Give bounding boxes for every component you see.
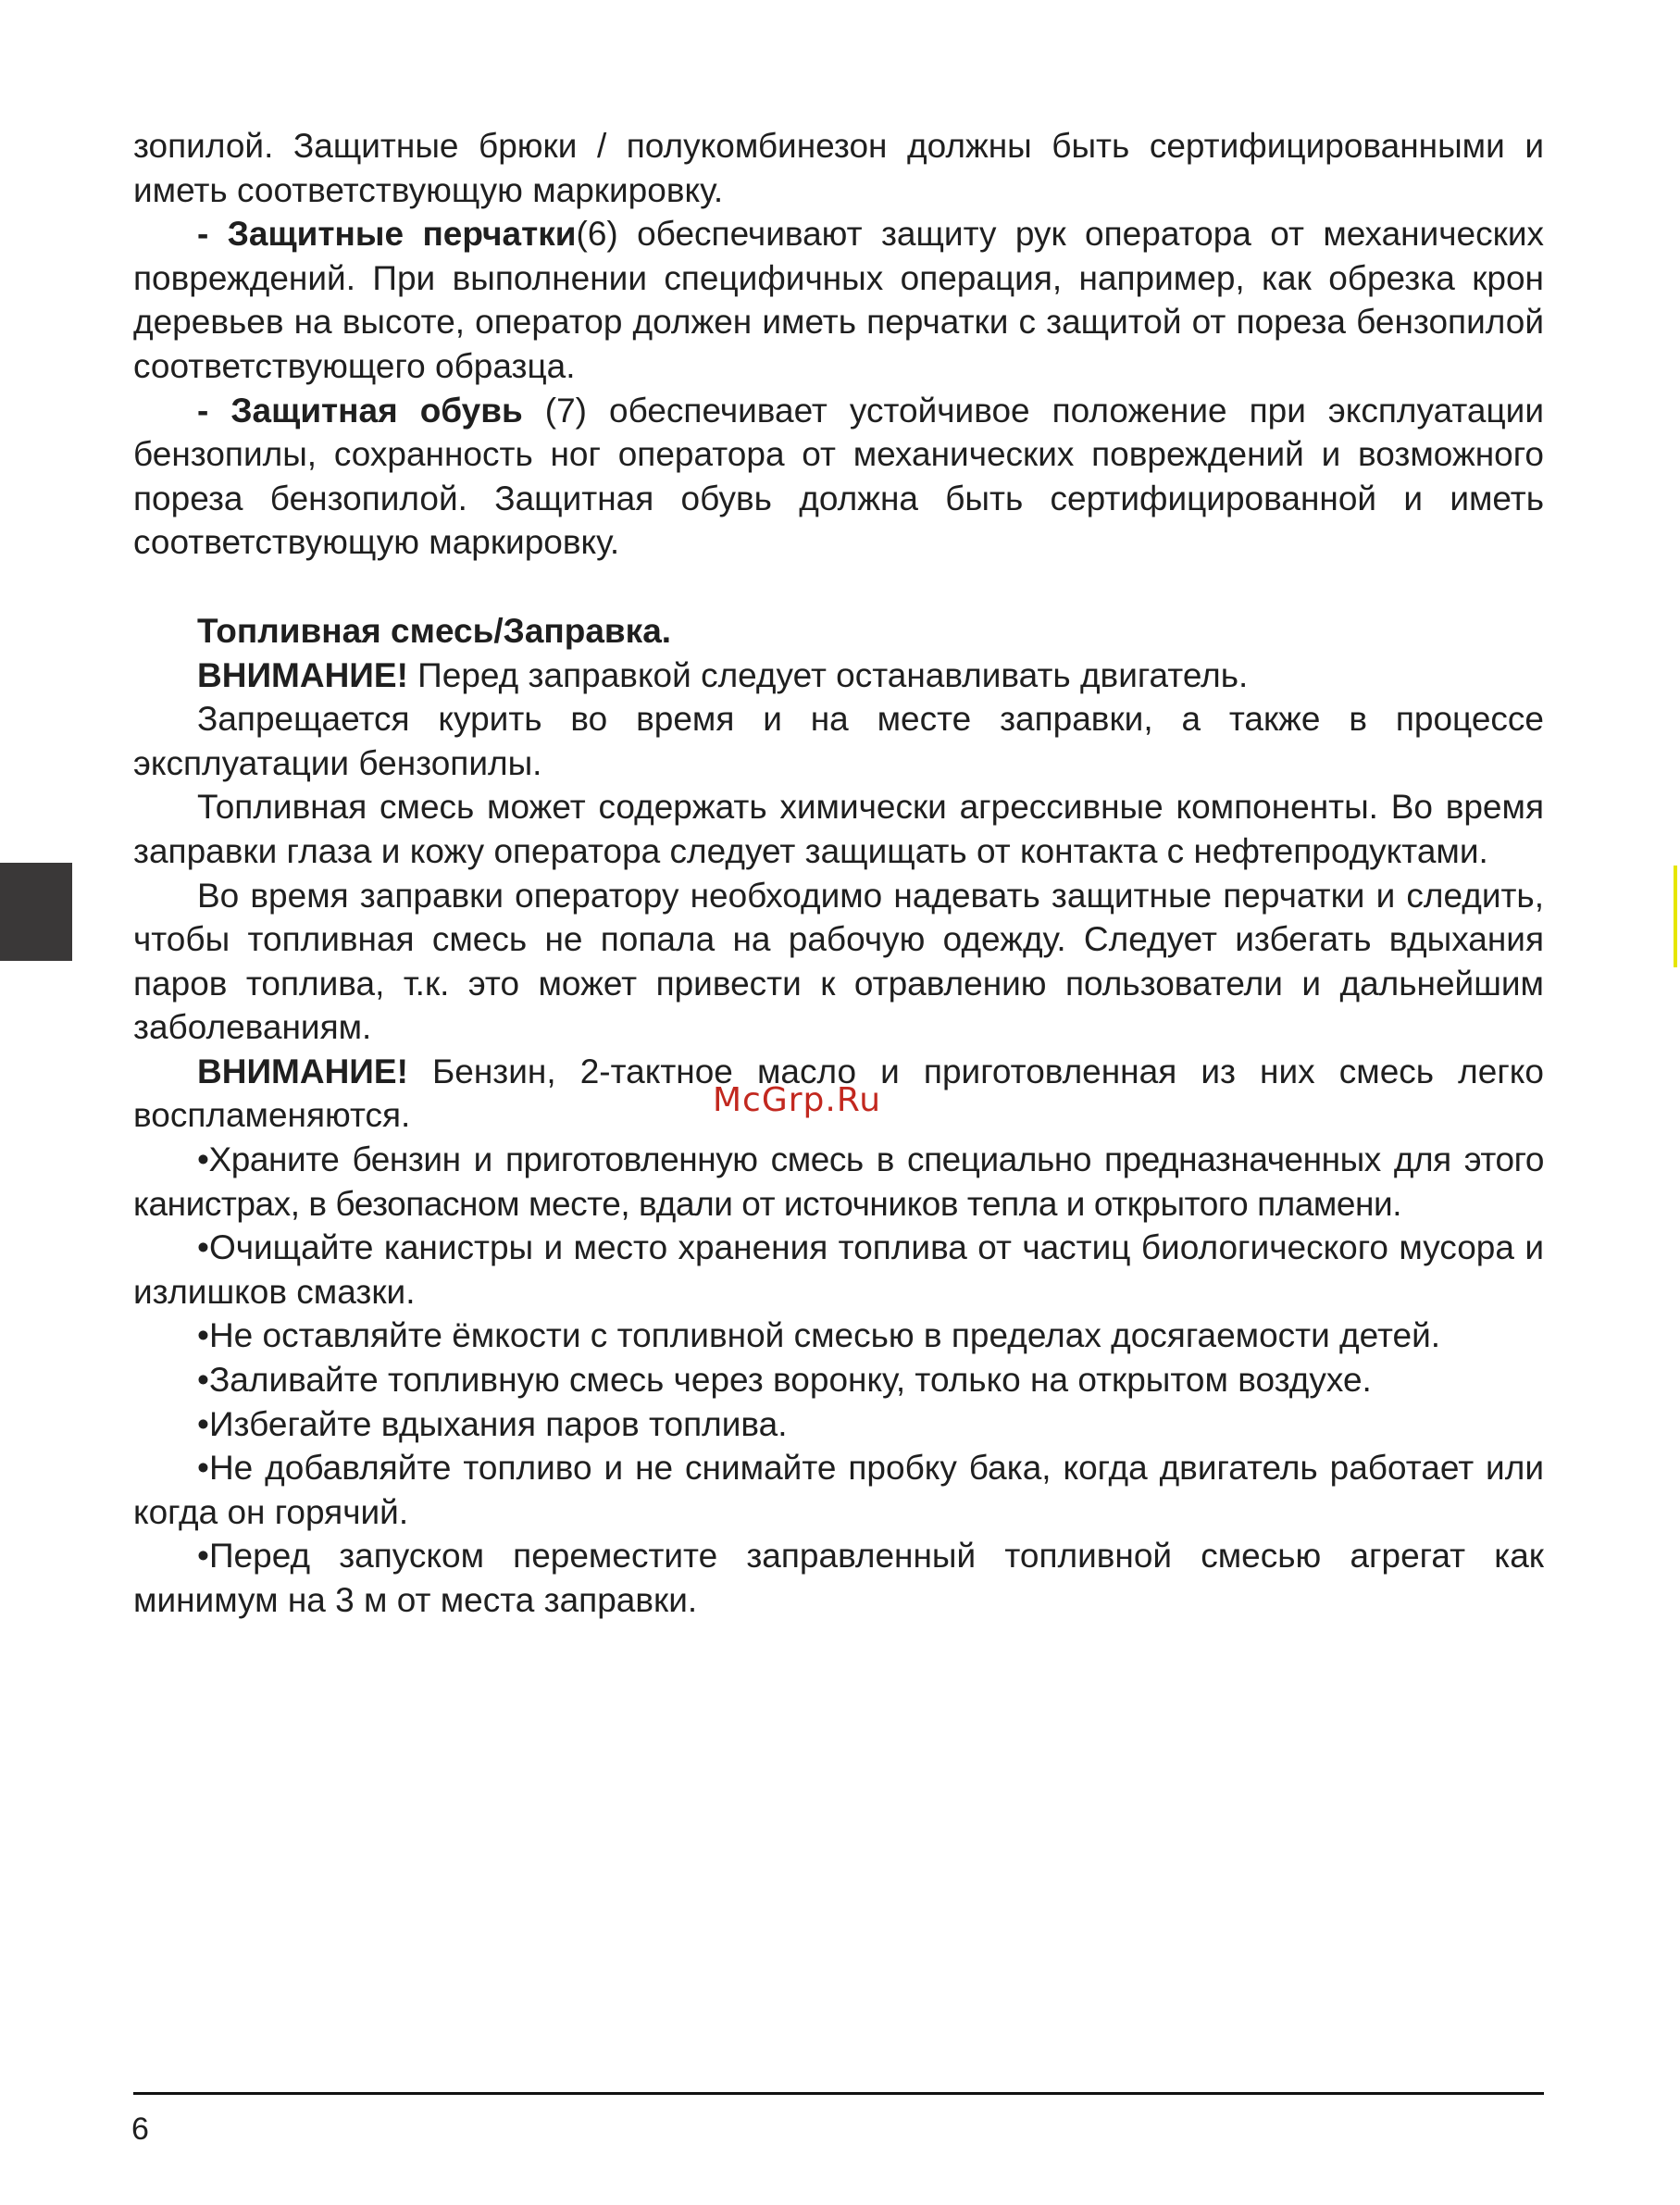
list-item: •Не добавляйте топливо и не снимайте пробку бака, когда двигатель работает или когда он горячий. [133,1449,1544,1531]
paragraph-gloves-vapors: Во время заправки оператору необходимо надевать защитные перчатки и следить, чтобы топливная смесь не попала на рабочую одежду. Следует избегать вдыхания паров топлива, т.к. это может привести к отравлению пользователи и дальнейшим заболеваниям. [133,876,1544,1047]
paragraph-protective-gloves [133,212,1544,388]
section-gap [133,565,1544,609]
warning-text: Бензин, 2-тактное масло и приготовленная из них смесь легко воспламеняются. [133,1052,1544,1135]
warning-label: ВНИМАНИЕ! [197,1052,408,1090]
footer-divider [133,2092,1544,2095]
paragraph-protective-trousers: зопилой. Защитные брюки / полукомбинезон должны быть сертифицированными и иметь соответствующую маркировку. [133,127,1544,209]
list-item: •Храните бензин и приготовленную смесь в специально предназначенных для этого канистрах, в безопасном месте, вдали от источников тепла и открытого пламени. [133,1140,1544,1223]
list-item: •Заливайте топливную смесь через воронку, только на открытом воздухе. [197,1361,1372,1400]
term-protective-shoes: - Защитная обувь [197,391,523,430]
list-item: •Перед запуском переместите заправленный топливной смесью агрегат как минимум на 3 м от места заправки. [133,1537,1544,1619]
term-protective-gloves: - Защитные перчатки [197,215,577,254]
section-tab-marker [0,863,72,961]
list-item: •Очищайте канистры и место хранения топлива от частиц биологического мусора и излишков смазки. [133,1228,1544,1311]
list-item: •Избегайте вдыхания паров топлива. [197,1404,788,1443]
page-number: 6 [131,2112,149,2147]
list-item: •Не оставляйте ёмкости с топливной смесью в пределах досягаемости детей. [197,1316,1441,1355]
section-heading [133,609,1544,654]
page-body [133,124,1544,1623]
section-heading-text: Топливная смесь/Заправка. [197,611,672,650]
watermark: McGrp.Ru [713,1081,882,1119]
shoes-text: (7) обеспечивает устойчивое положение при эксплуатации бензопилы, сохранность ног оператора от механических повреждений и возможного пореза бензопилой. Защитная обувь должна быть сертифицированной и иметь соответствующую маркировку. [133,391,1544,562]
warning-stop-engine [133,654,1544,698]
paragraph-aggressive-components: Топливная смесь может содержать химически агрессивные компоненты. Во время заправки глаза и кожу оператора следует защищать от контакта с нефтепродуктами. [133,788,1544,870]
paragraph-no-smoking: Запрещается курить во время и на месте заправки, а также в процессе эксплуатации бензопилы. [133,700,1544,782]
paragraph-protective-shoes [133,389,1544,565]
warning-text: Перед заправкой следует останавливать двигатель. [407,655,1249,694]
warning-label: ВНИМАНИЕ! [197,655,408,694]
gloves-text: (6) обеспечивают защиту рук оператора от механических повреждений. При выполнении специфичных операция, например, как обрезка крон деревьев на высоте, оператор должен иметь перчатки с защитой от пореза бензопилой соответствующего образца. [133,215,1544,385]
edge-mark [1674,866,1677,967]
